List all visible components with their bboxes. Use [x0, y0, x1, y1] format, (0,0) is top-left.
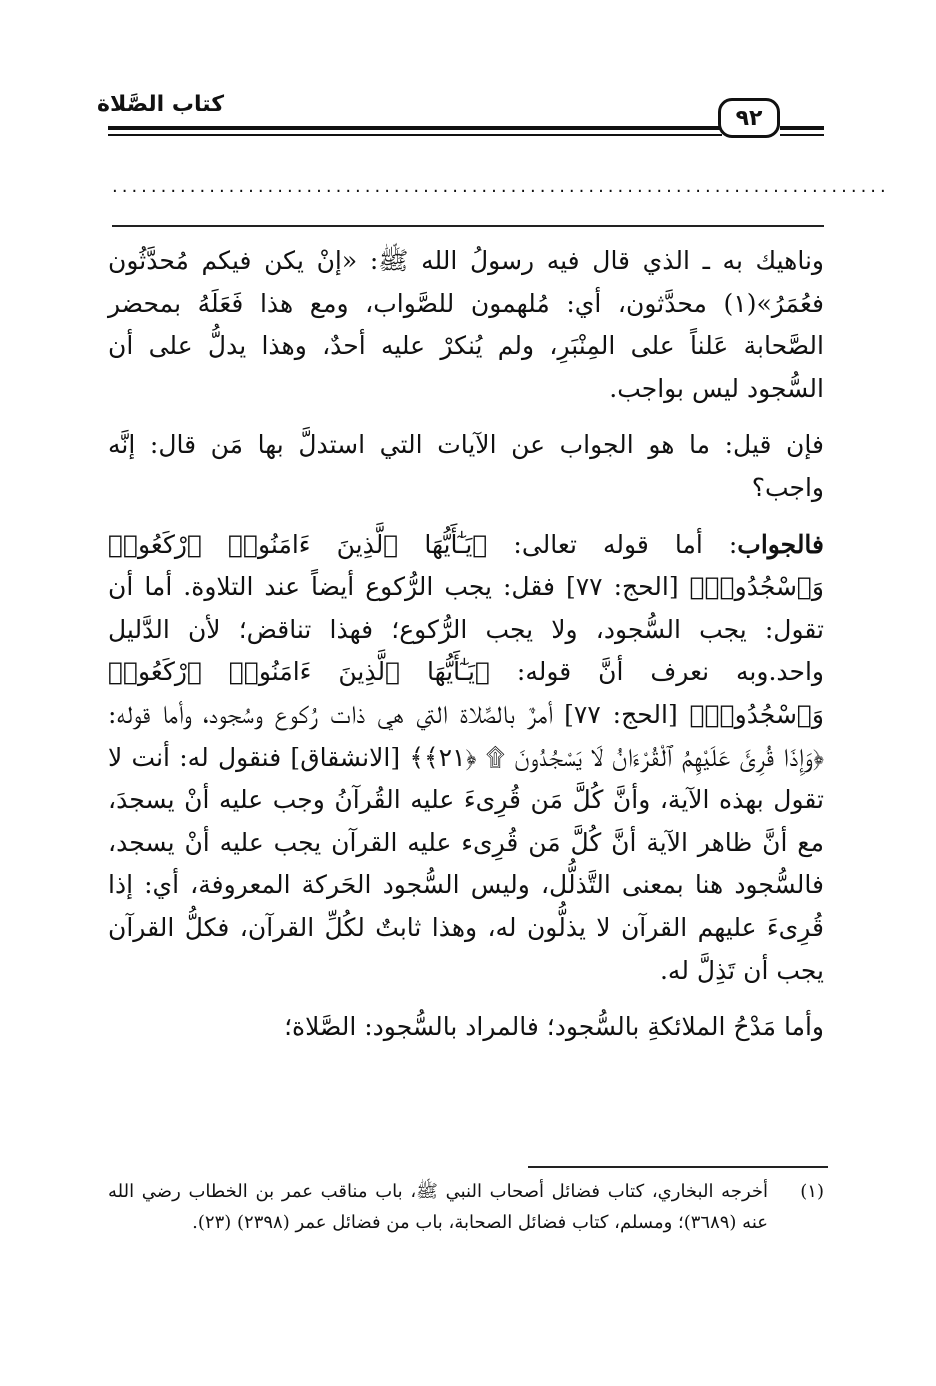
paragraph-1: وناهيك به ـ الذي قال فيه رسولُ الله ﷺ: «إنْ يكن فيكم مُحدَّثُون فعُمَرُ»(١) محدَّثون، أي: مُلهمون للصَّواب، ومع هذا فَعَلَهُ بمحضر الصَّحابة عَلناً على المِنْبَرِ، ولم يُنكرْ عليه أحدٌ، وهذا يدلُّ على أن السُّجود ليس بواجب.	[108, 246, 824, 403]
paragraph-3	[108, 524, 824, 993]
footnote-text: أخرجه البخاري، كتاب فضائل أصحاب النبي ﷺ، باب مناقب عمر بن الخطاب رضي الله عنه (٣٦٨٩)؛ ومسلم، كتاب فضائل الصحابة، باب من فضائل عمر (٢٣٩٨) (٢٣).	[108, 1181, 768, 1233]
paragraph-4: وأما مَدْحُ الملائكةِ بالسُّجود؛ فالمراد بالسُّجود: الصَّلاة؛	[284, 1012, 824, 1042]
paragraph-3-part-b: [الحج: ٧٧] فقل: يجب الرُّكوع أيضاً عند التلاوة. أما أن تقول: يجب السُّجود، ولا يجب الرُّكوع؛ فهذا تناقض؛ لأن الدَّليل واحد.وبه نعرف أنَّ قوله:	[108, 572, 824, 687]
paragraph-2: فإن قيل: ما هو الجواب عن الآيات التي استدلَّ بها مَن قال: إنَّه واجب؟	[108, 430, 824, 502]
page-number: ٩٢	[718, 98, 780, 138]
separator-line	[112, 225, 824, 227]
page-header	[97, 90, 824, 152]
dotted-separator: ................................................................................	[112, 176, 890, 197]
answer-label: فالجواب	[737, 529, 824, 559]
paragraph-3-part-a: : أما قوله تعالى:	[487, 529, 738, 559]
book-title: كتاب الصَّلاة	[97, 92, 224, 117]
header-rule-thick	[108, 126, 722, 130]
quran-verse-2: ﴿يَـٰٓأَيُّهَا ٱلَّذِينَ ءَامَنُوا۟ ٱرْكَعُوا۟ وَٱسْجُدُوا۟﴾	[108, 657, 824, 729]
footnote-1	[108, 1176, 824, 1238]
paragraph-3-part-c: [الحج: ٧٧] أمرٌ بالصَّلاة التي هي ذات رُكوع وسُجود، وأما قوله:	[108, 699, 690, 729]
quran-verse-3: ﴿وَإِذَا قُرِئَ عَلَيْهِمُ ٱلْقُرْءَانُ لَا يَسْجُدُونَ ۩ ﴿٢١﴾﴾	[409, 742, 824, 772]
footnotes	[108, 1176, 824, 1238]
header-rule-right	[780, 126, 824, 130]
main-text	[108, 240, 824, 1063]
quran-verse-1: ﴿يَـٰٓأَيُّهَا ٱلَّذِينَ ءَامَنُوا۟ ٱرْكَعُوا۟ وَٱسْجُدُوا۟﴾	[108, 529, 824, 602]
footnote-marker: (١)	[800, 1181, 824, 1202]
paragraph-3-part-d: [الانشقاق] فنقول له: أنت لا تقول بهذه الآية، وأنَّ كُلَّ مَن قُرِىءَ عليه القُرآنُ وجب عليه أنْ يسجدَ، مع أنَّ ظاهر الآية أنَّ كُلَّ مَن قُرِىء عليه القرآن يجب عليه أنْ يسجد، فالسُّجود هنا بمعنى التَّذلُّل، وليس السُّجود الحَركة المعروفة، أي: إذا قُرِىءَ عليهم القرآن لا يذلُّون له، وهذا ثابتٌ لكُلِّ القرآن، فكلُّ القرآن يجب أن تَذِلَّ له.	[108, 742, 824, 985]
header-rule-thin	[108, 134, 722, 136]
footnote-rule	[528, 1166, 828, 1168]
header-rule-right-thin	[780, 134, 824, 136]
